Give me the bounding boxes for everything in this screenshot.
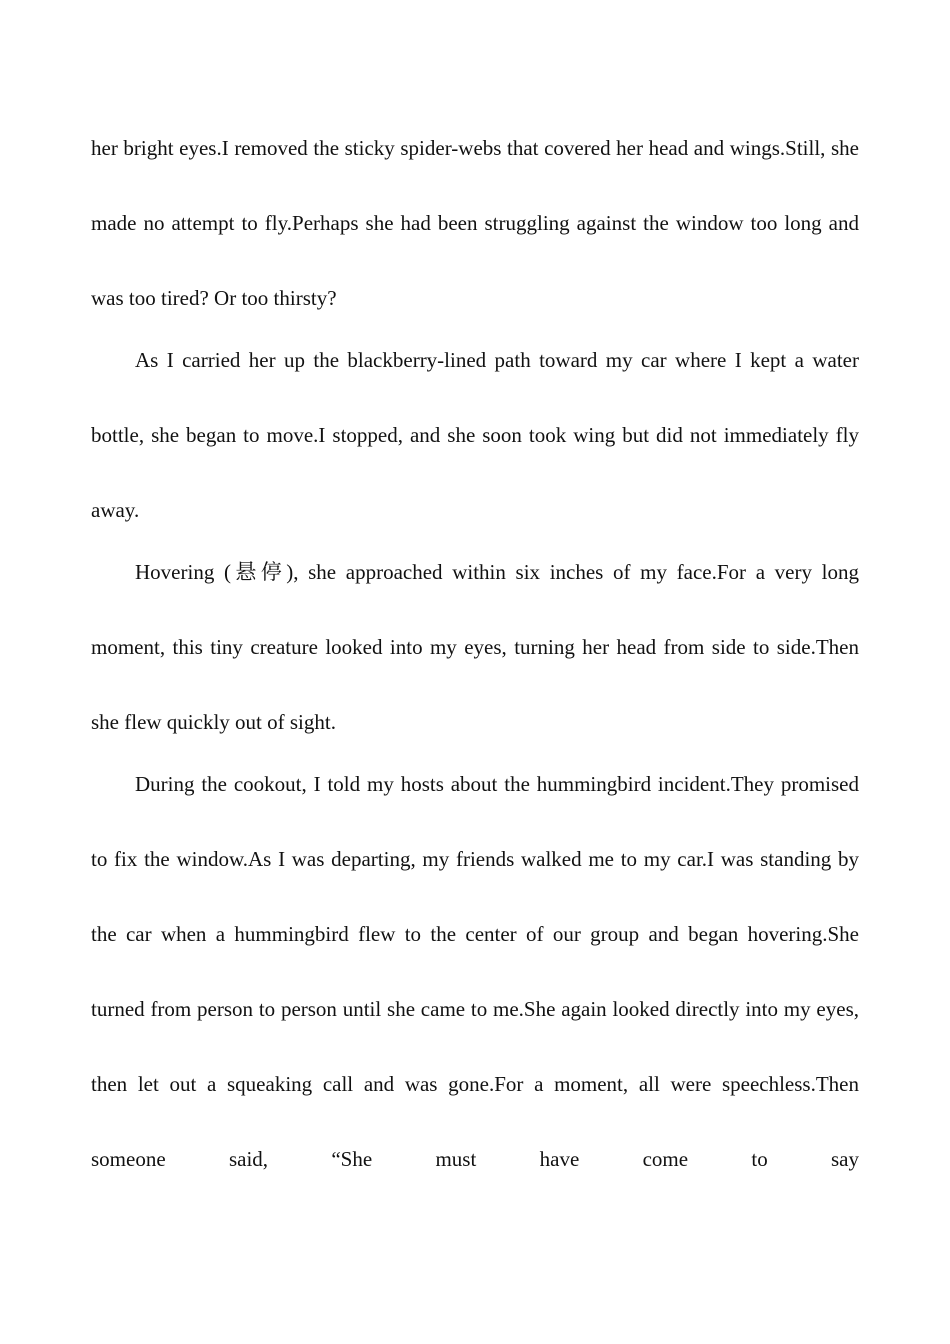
paragraph-text: As I carried her up the blackberry-lined path toward my car where I kept a water bottle, she began to move.I stopped, and she soon took wing but did not immediately fly away. [91, 348, 859, 522]
paragraph-text: her bright eyes.I removed the sticky spider-webs that covered her head and wings.Still, she made no attempt to fly.Perhaps she had been struggling against the window too long and was too tired? Or too thirsty? [91, 136, 859, 310]
paragraph [91, 747, 859, 1197]
paragraph-text: Hovering (悬停), she approached within six inches of my face.For a very long moment, this tiny creature looked into my eyes, turning her head from side to side.Then she flew quickly out of sight. [91, 560, 859, 734]
paragraph [91, 535, 859, 760]
paragraph-continued [91, 111, 859, 336]
paragraph-text: During the cookout, I told my hosts about the hummingbird incident.They promised to fix the window.As I was departing, my friends walked me to my car.I was standing by the car when a hummingbird flew to the center of our group and began hovering.She turned from person to person until she came to me.She again looked directly into my eyes, then let out a squeaking call and was gone.For a moment, all were speechless.Then someone said, “She must have come to say [91, 772, 859, 1171]
paragraph [91, 323, 859, 548]
